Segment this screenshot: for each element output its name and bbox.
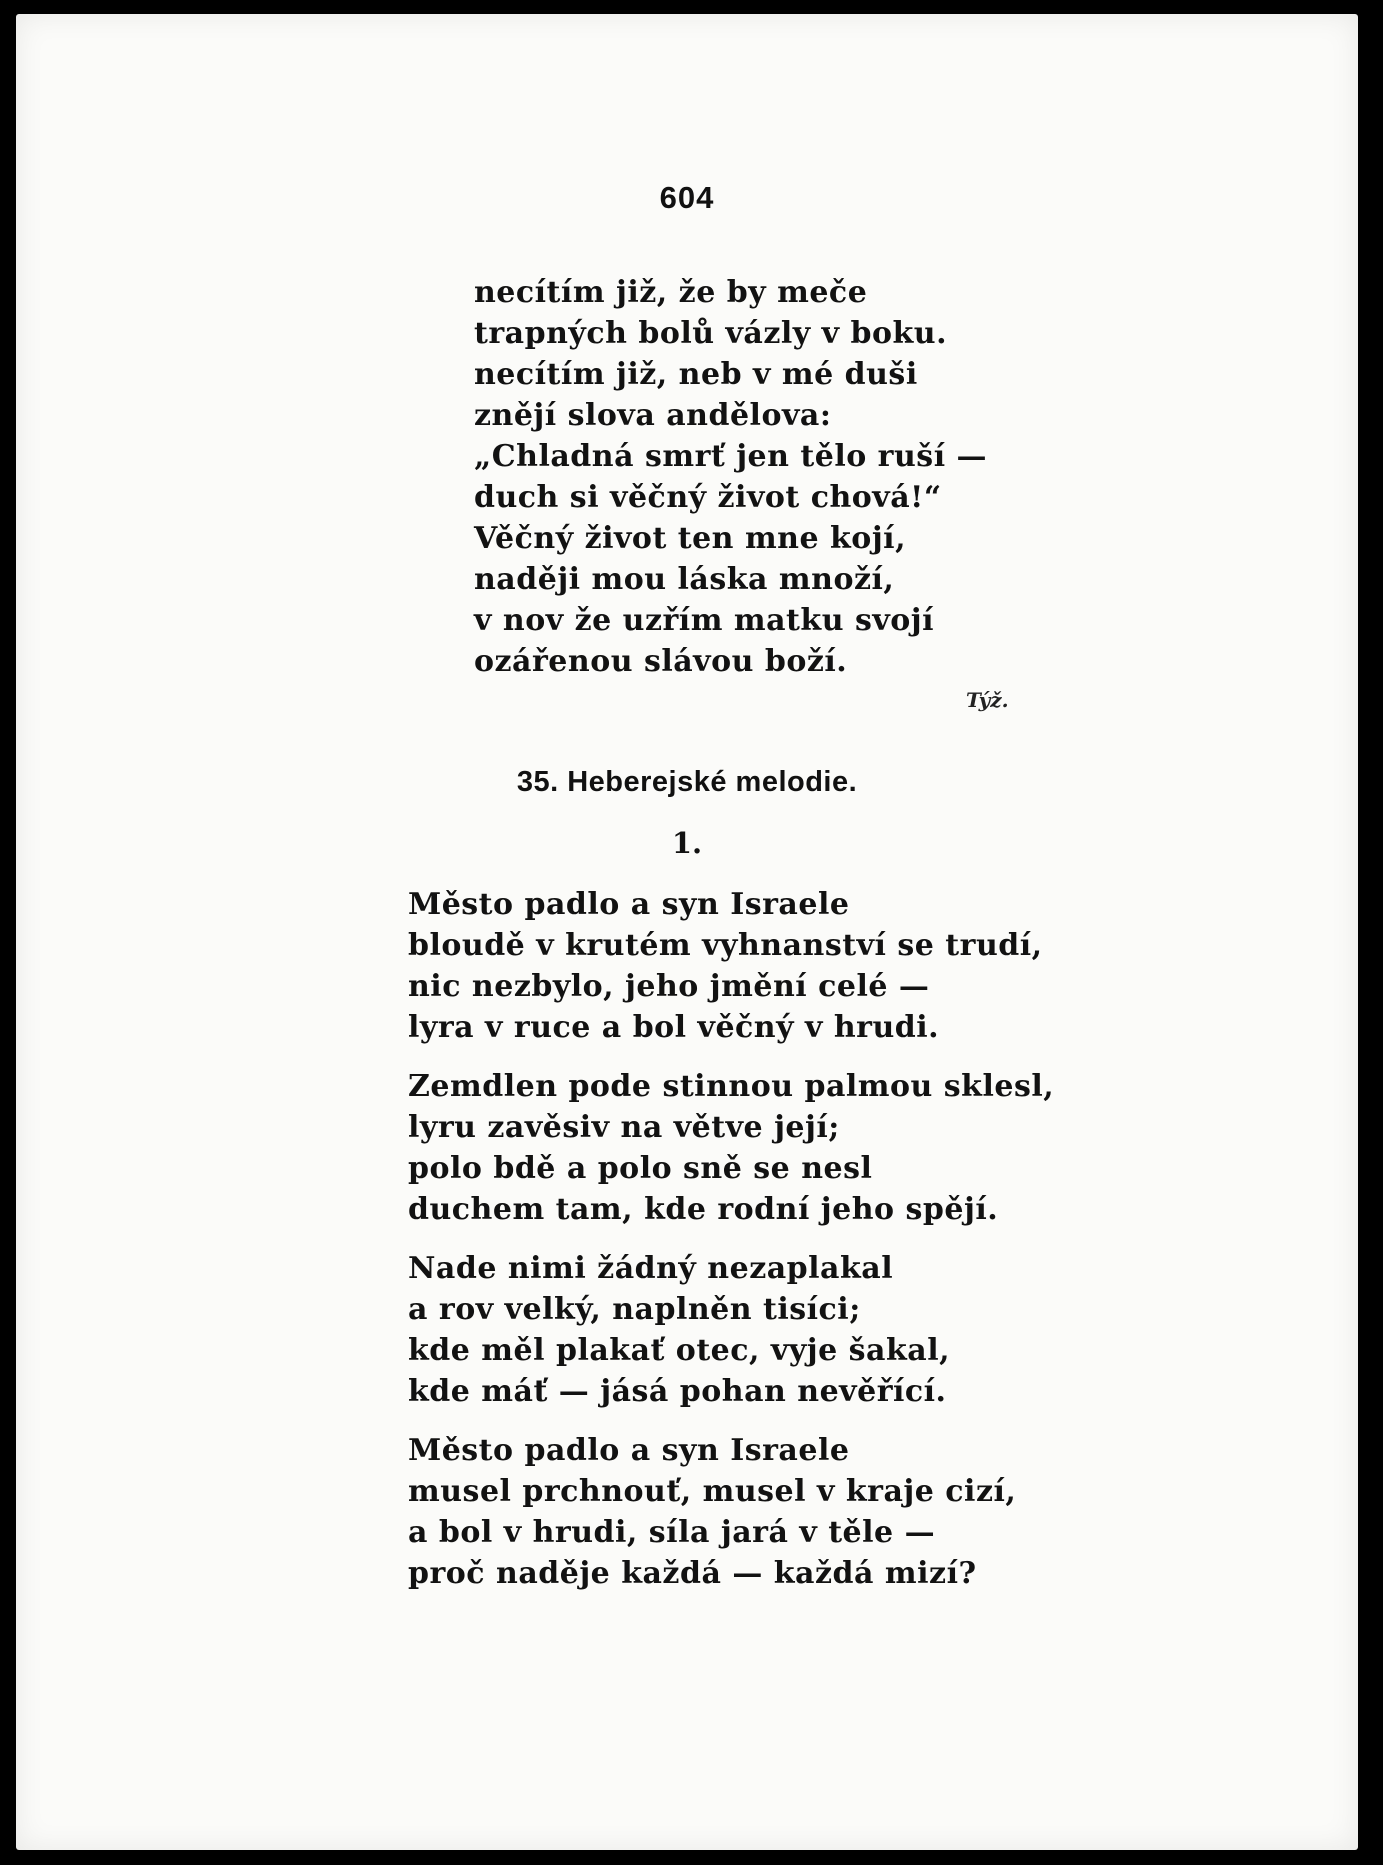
melody-poem xyxy=(408,884,1054,1612)
poem-line: duch si věčný život chová!“ xyxy=(474,480,942,515)
poem-line: necítím již, neb v mé duši xyxy=(474,357,918,392)
poem-line: lyru zavěsiv na větve její; xyxy=(408,1110,840,1145)
continued-poem xyxy=(474,272,987,682)
poem-line: znějí slova andělova: xyxy=(474,398,832,433)
poem-line: v nov že uzřím matku svojí xyxy=(474,603,935,638)
poem-line: Město padlo a syn Israele xyxy=(408,1433,850,1468)
poem-line: duchem tam, kde rodní jeho spějí. xyxy=(408,1192,999,1227)
poem-line: „Chladná smrť jen tělo ruší — xyxy=(474,439,988,474)
poem-line: Zemdlen pode stinnou palmou sklesl, xyxy=(408,1069,1055,1104)
stanza xyxy=(408,1430,1054,1594)
poem-line: trapných bolů vázly v boku. xyxy=(474,316,948,351)
poem-line: kde máť — jásá pohan nevěřící. xyxy=(408,1374,947,1409)
poem-line: Nade nimi žádný nezaplakal xyxy=(408,1251,894,1286)
poem-line: polo bdě a polo sně se nesl xyxy=(408,1151,873,1186)
poem-line: ozářenou slávou boží. xyxy=(474,644,848,679)
poem-line: Věčný život ten mne kojí, xyxy=(474,521,907,556)
poem-line: necítím již, že by meče xyxy=(474,275,868,310)
poem-line: musel prchnouť, musel v kraje cizí, xyxy=(408,1474,1017,1509)
poem-line: bloudě v krutém vyhnanství se trudí, xyxy=(408,928,1043,963)
page-number: 604 xyxy=(659,180,715,215)
poem-line: kde měl plakať otec, vyje šakal, xyxy=(408,1333,951,1368)
stanza xyxy=(408,884,1054,1048)
poem-line: Město padlo a syn Israele xyxy=(408,887,850,922)
book-page xyxy=(16,14,1358,1850)
poem-line: a bol v hrudi, síla jará v těle — xyxy=(408,1515,936,1550)
section-title: 35. Heberejské melodie. xyxy=(516,766,858,798)
part-number: 1. xyxy=(671,826,703,860)
author-signature: Týž. xyxy=(966,688,1009,712)
poem-line: a rov velký, naplněn tisíci; xyxy=(408,1292,861,1327)
poem-line: naději mou láska množí, xyxy=(474,562,895,597)
stanza xyxy=(408,1248,1054,1412)
stanza xyxy=(408,1066,1054,1230)
poem-line: proč naděje každá — každá mizí? xyxy=(408,1556,977,1591)
poem-line: nic nezbylo, jeho jmění celé — xyxy=(408,969,930,1004)
poem-line: lyra v ruce a bol věčný v hrudi. xyxy=(408,1010,940,1045)
